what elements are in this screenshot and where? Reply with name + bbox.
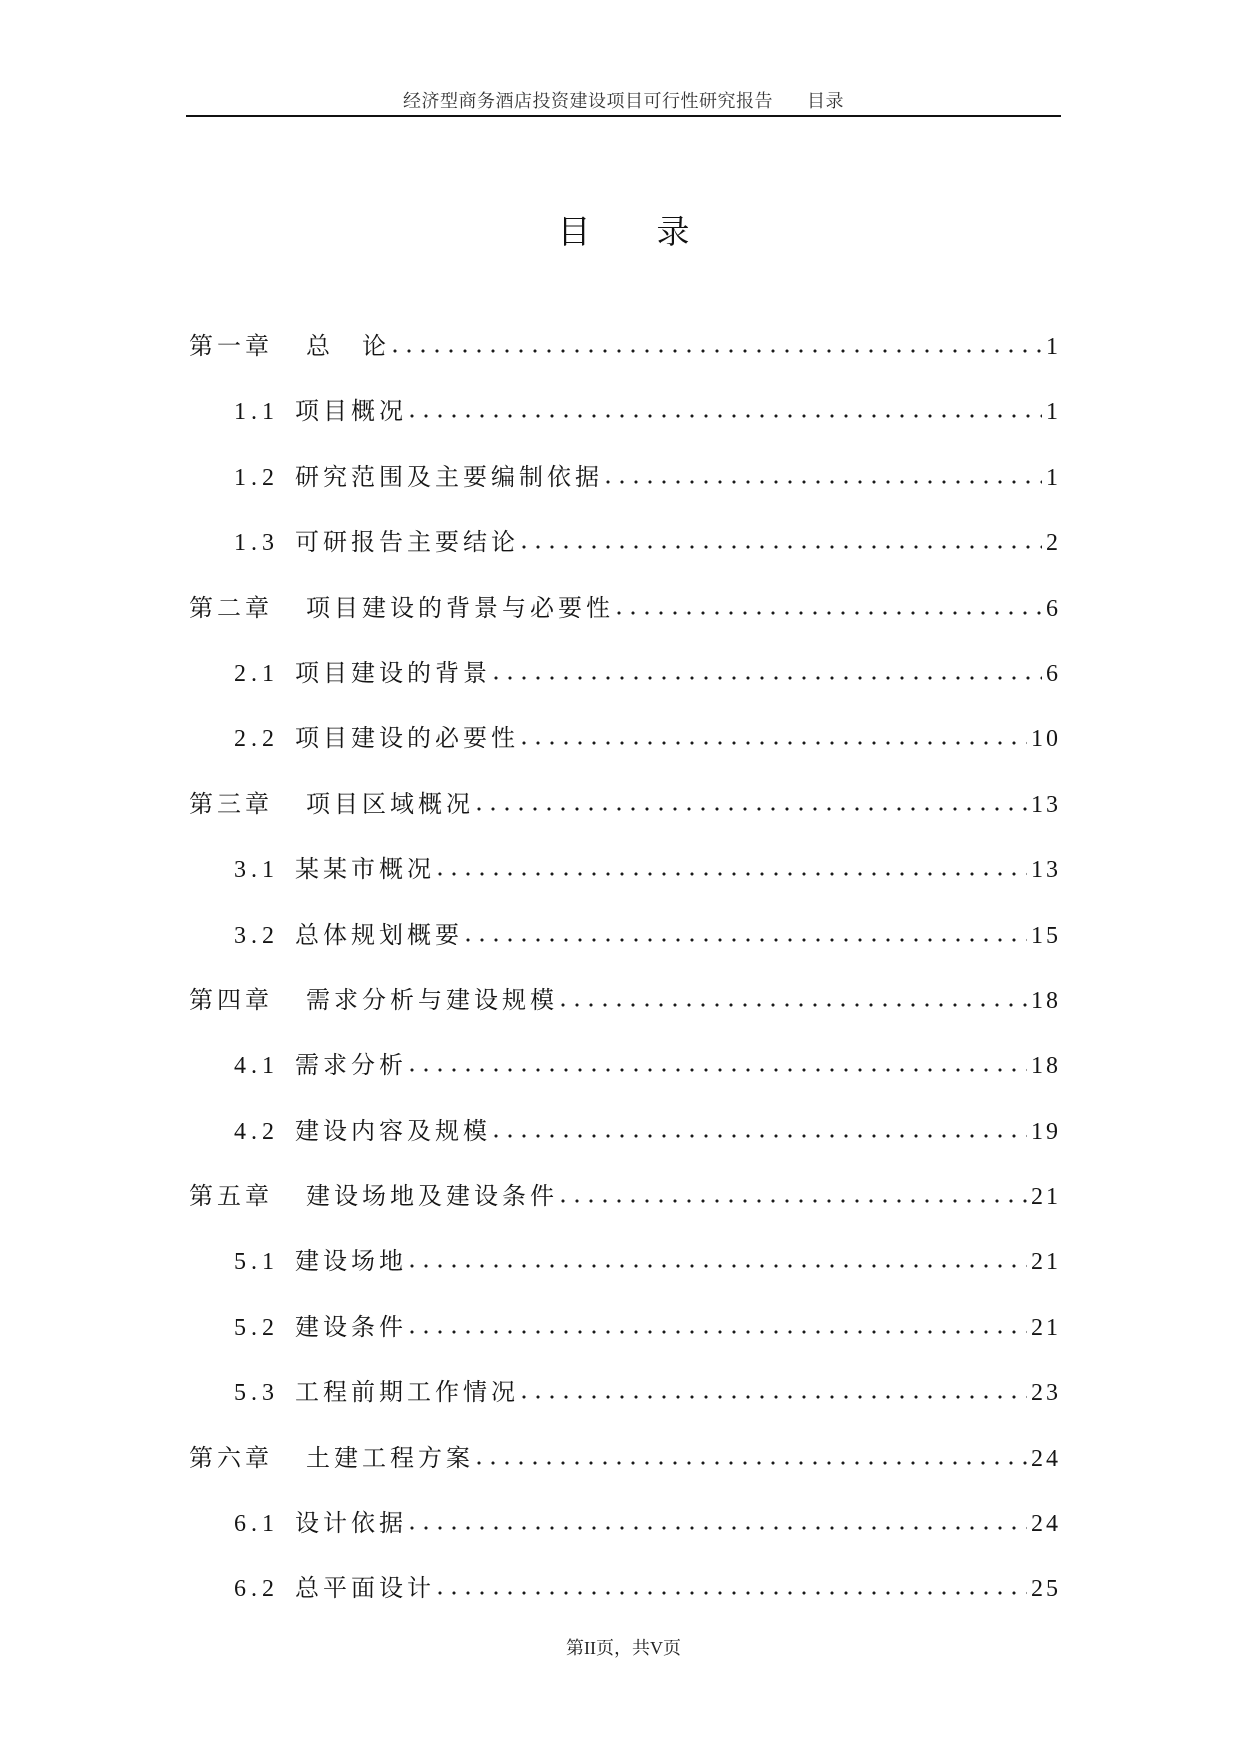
dot-leader xyxy=(409,1329,1027,1335)
toc-entry-title: 设计依据 xyxy=(295,1511,407,1538)
dot-leader xyxy=(493,1133,1027,1139)
toc-entry-page: 21 xyxy=(1031,1184,1061,1211)
dot-leader xyxy=(409,1525,1027,1531)
toc-entry-title: 建设条件 xyxy=(295,1314,407,1341)
dot-leader xyxy=(437,871,1027,877)
toc-section-entry xyxy=(189,1492,1061,1557)
toc-entry-title: 需求分析与建设规模 xyxy=(306,987,558,1014)
toc-entry-page: 13 xyxy=(1031,857,1061,884)
toc-entry-label: 第一章 xyxy=(189,334,273,360)
toc-entry-label: 6.2 xyxy=(234,1576,279,1603)
toc-entry-page: 1 xyxy=(1046,399,1061,426)
page-footer: 第II页，共V页 xyxy=(566,1638,681,1658)
toc-chapter-entry xyxy=(189,773,1061,838)
header-rule xyxy=(186,115,1061,117)
toc-entry-label: 5.3 xyxy=(234,1380,279,1407)
toc-entry-page: 2 xyxy=(1046,530,1061,557)
toc-chapter-entry xyxy=(189,969,1061,1034)
toc-section-entry xyxy=(189,642,1061,707)
toc-entry-label: 3.1 xyxy=(234,857,279,884)
dot-leader xyxy=(493,675,1042,681)
toc-entry-label: 第四章 xyxy=(189,987,273,1014)
toc-entry-page: 18 xyxy=(1031,987,1061,1014)
toc-entry-page: 24 xyxy=(1031,1445,1061,1472)
dot-leader xyxy=(521,740,1027,746)
toc-entry-label: 5.2 xyxy=(234,1314,279,1341)
toc-entry-title: 项目建设的背景 xyxy=(295,660,491,687)
toc-entry-label: 2.1 xyxy=(234,660,279,687)
toc-section-entry xyxy=(189,1361,1061,1426)
toc-section-entry xyxy=(189,1230,1061,1295)
toc-chapter-entry xyxy=(189,1165,1061,1230)
toc-entry-title: 项目建设的必要性 xyxy=(295,726,519,753)
toc-entry-title: 土建工程方案 xyxy=(306,1445,474,1472)
toc-section-entry xyxy=(189,707,1061,772)
toc-entry-page: 19 xyxy=(1031,1118,1061,1145)
dot-leader xyxy=(476,806,1027,812)
toc-section-entry xyxy=(189,446,1061,511)
toc-entry-page: 6 xyxy=(1046,660,1061,687)
toc-entry-title: 项目建设的背景与必要性 xyxy=(306,595,614,622)
toc-section-entry xyxy=(189,1034,1061,1099)
toc-chapter-entry xyxy=(189,315,1061,380)
toc-entry-title: 建设场地 xyxy=(295,1249,407,1276)
toc-section-entry xyxy=(189,1100,1061,1165)
toc-entry-label: 1.1 xyxy=(234,399,279,426)
toc-chapter-entry xyxy=(189,577,1061,642)
toc-entry-page: 15 xyxy=(1031,922,1061,949)
dot-leader xyxy=(465,937,1027,943)
toc-entry-title: 总平面设计 xyxy=(295,1576,435,1603)
toc-entry-page: 6 xyxy=(1046,595,1061,622)
toc-entry-title: 总 论 xyxy=(306,334,390,360)
toc-entry-title: 建设场地及建设条件 xyxy=(306,1184,558,1211)
dot-leader xyxy=(616,610,1042,616)
toc-entry-label: 1.2 xyxy=(234,464,279,491)
toc-entry-page: 1 xyxy=(1046,334,1061,360)
toc-entry-page: 18 xyxy=(1031,1053,1061,1080)
toc-entry-label: 第五章 xyxy=(189,1184,273,1211)
toc-entry-page: 23 xyxy=(1031,1380,1061,1407)
dot-leader xyxy=(521,544,1042,550)
toc-entry-label: 5.1 xyxy=(234,1249,279,1276)
toc-entry-label: 第六章 xyxy=(189,1445,273,1472)
toc-entry-page: 21 xyxy=(1031,1249,1061,1276)
toc-entry-title: 总体规划概要 xyxy=(295,922,463,949)
toc-entry-page: 13 xyxy=(1031,791,1061,818)
dot-leader xyxy=(409,413,1042,419)
dot-leader xyxy=(409,1067,1027,1073)
toc-entry-label: 1.3 xyxy=(234,530,279,557)
dot-leader xyxy=(605,479,1042,485)
dot-leader xyxy=(560,1198,1027,1204)
toc-entry-page: 1 xyxy=(1046,464,1061,491)
dot-leader xyxy=(560,1002,1027,1008)
toc-entry-title: 项目概况 xyxy=(295,399,407,426)
toc-entry-page: 25 xyxy=(1031,1576,1061,1603)
toc-section-entry xyxy=(189,1557,1061,1622)
toc-entry-title: 建设内容及规模 xyxy=(295,1118,491,1145)
toc-entry-title: 某某市概况 xyxy=(295,857,435,884)
header-section-name: 目录 xyxy=(807,91,844,111)
toc-section-entry xyxy=(189,511,1061,576)
toc-section-entry xyxy=(189,838,1061,903)
toc-entry-label: 第三章 xyxy=(189,791,273,818)
table-of-contents xyxy=(189,315,1061,1623)
running-header xyxy=(186,88,1061,114)
toc-entry-label: 4.1 xyxy=(234,1053,279,1080)
toc-section-entry xyxy=(189,380,1061,445)
dot-leader xyxy=(521,1394,1027,1400)
toc-entry-title: 工程前期工作情况 xyxy=(295,1380,519,1407)
toc-entry-label: 2.2 xyxy=(234,726,279,753)
toc-section-entry xyxy=(189,904,1061,969)
toc-entry-page: 24 xyxy=(1031,1511,1061,1538)
dot-leader xyxy=(437,1590,1027,1596)
toc-entry-page: 10 xyxy=(1031,726,1061,753)
toc-entry-title: 需求分析 xyxy=(295,1053,407,1080)
header-report-title: 经济型商务酒店投资建设项目可行性研究报告 xyxy=(403,91,773,111)
dot-leader xyxy=(392,348,1042,354)
toc-entry-label: 4.2 xyxy=(234,1118,279,1145)
toc-entry-title: 项目区域概况 xyxy=(306,791,474,818)
toc-entry-label: 3.2 xyxy=(234,922,279,949)
toc-entry-title: 研究范围及主要编制依据 xyxy=(295,464,603,491)
toc-section-entry xyxy=(189,1296,1061,1361)
dot-leader xyxy=(476,1460,1027,1466)
dot-leader xyxy=(409,1263,1027,1269)
toc-entry-label: 第二章 xyxy=(189,595,273,622)
toc-entry-label: 6.1 xyxy=(234,1511,279,1538)
toc-entry-title: 可研报告主要结论 xyxy=(295,530,519,557)
toc-entry-page: 21 xyxy=(1031,1314,1061,1341)
page-title: 目 录 xyxy=(557,215,690,251)
toc-chapter-entry xyxy=(189,1427,1061,1492)
